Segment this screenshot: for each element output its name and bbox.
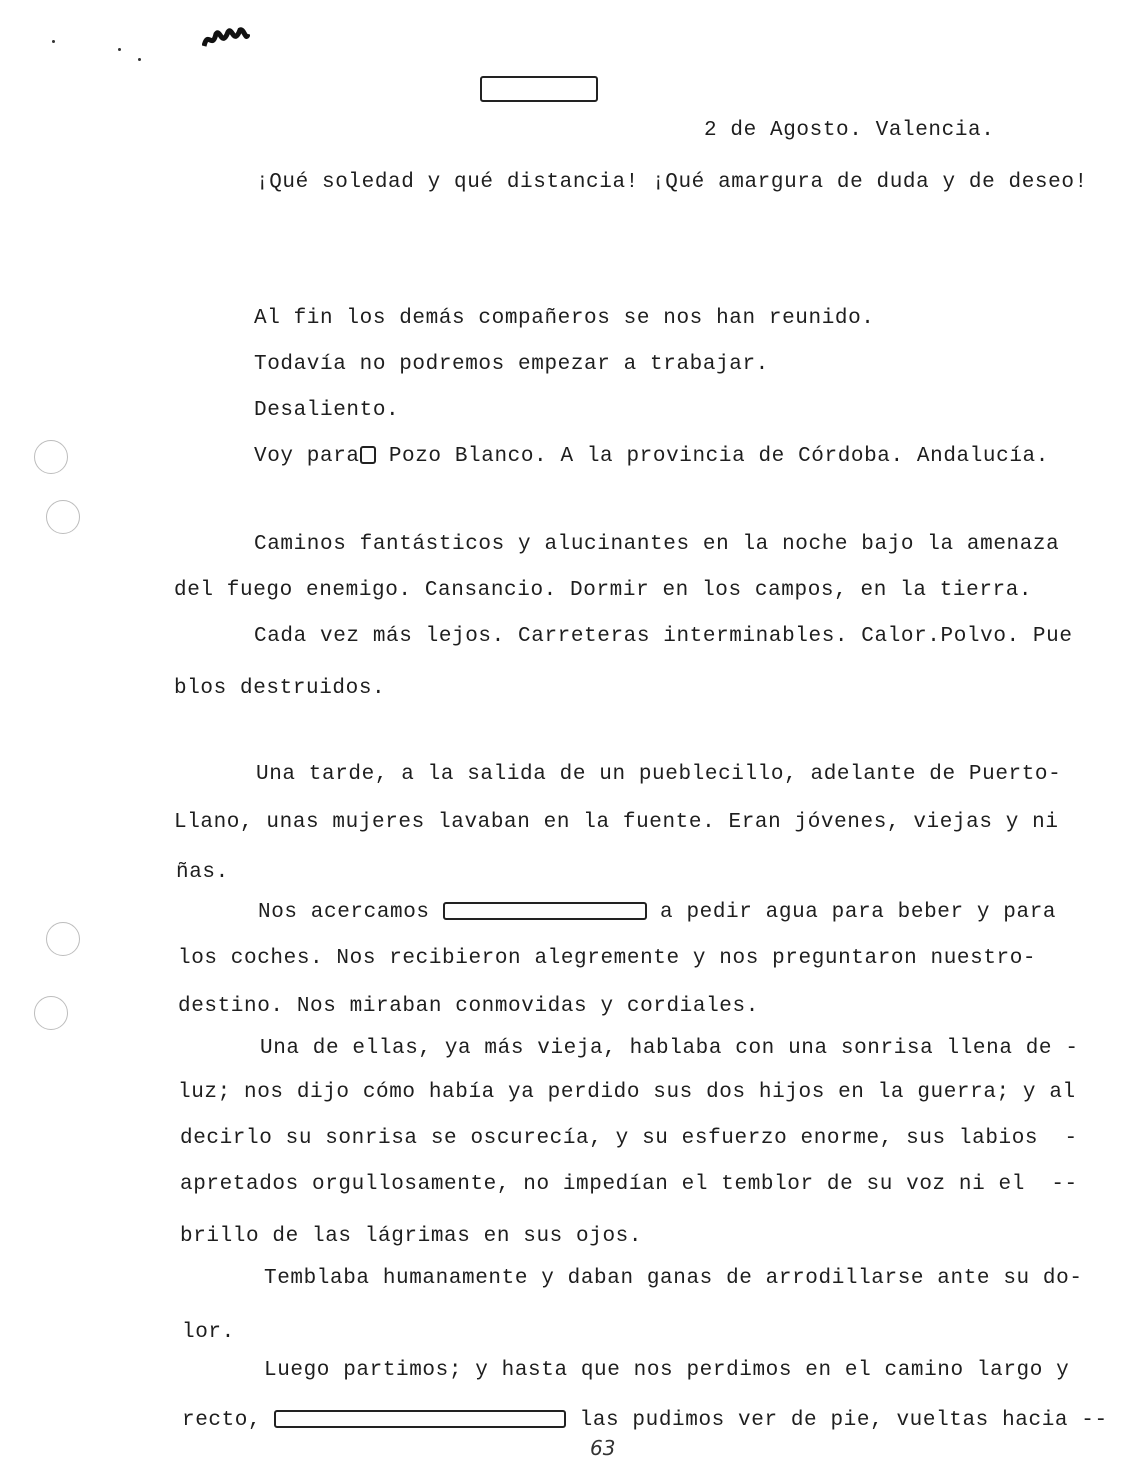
binder-hole-1 bbox=[34, 440, 68, 474]
text-line-24 bbox=[182, 1408, 1108, 1434]
text-fragment: Pozo Blanco. A la provincia de Córdoba. Andalucía. bbox=[375, 445, 1049, 468]
text-line-1: ¡Qué soledad y qué distancia! ¡Qué amargura de duda y de deseo! bbox=[256, 171, 1088, 194]
date-line: 2 de Agosto. Valencia. bbox=[704, 119, 995, 142]
text-line-12: ñas. bbox=[176, 861, 229, 884]
text-line-17: luz; nos dijo cómo había ya perdido sus dos hijos en la guerra; y al bbox=[178, 1081, 1076, 1104]
binder-hole-2 bbox=[46, 500, 80, 534]
text-line-13 bbox=[258, 900, 1056, 926]
text-line-16: Una de ellas, ya más vieja, hablaba con una sonrisa llena de - bbox=[260, 1037, 1079, 1060]
text-fragment: Voy para bbox=[254, 445, 360, 468]
text-line-3: Todavía no podremos empezar a trabajar. bbox=[254, 353, 769, 376]
handwritten-scribble bbox=[202, 24, 250, 52]
text-line-6: Caminos fantásticos y alucinantes en la noche bajo la amenaza bbox=[254, 533, 1060, 556]
text-line-20: brillo de las lágrimas en sus ojos. bbox=[180, 1225, 643, 1248]
text-fragment: recto, bbox=[182, 1409, 262, 1432]
redaction-box-top bbox=[480, 76, 598, 102]
text-line-7: del fuego enemigo. Cansancio. Dormir en los campos, en la tierra. bbox=[174, 579, 1033, 602]
text-line-9: blos destruidos. bbox=[174, 677, 386, 700]
text-line-10: Una tarde, a la salida de un pueblecillo, adelante de Puerto- bbox=[256, 763, 1062, 786]
text-line-5 bbox=[254, 444, 1049, 470]
text-fragment: a pedir agua para beber y para bbox=[660, 901, 1057, 924]
text-fragment: Nos acercamos bbox=[258, 901, 430, 924]
text-line-4: Desaliento. bbox=[254, 399, 400, 422]
text-line-14: los coches. Nos recibieron alegremente y nos preguntaron nuestro- bbox=[178, 947, 1037, 970]
text-line-15: destino. Nos miraban conmovidas y cordiales. bbox=[178, 995, 759, 1018]
text-line-2: Al fin los demás compañeros se nos han reunido. bbox=[254, 307, 875, 330]
binder-hole-4 bbox=[34, 996, 68, 1030]
binder-hole-3 bbox=[46, 922, 80, 956]
text-line-19: apretados orgullosamente, no impedían el temblor de su voz ni el -- bbox=[180, 1173, 1078, 1196]
text-line-22: lor. bbox=[182, 1321, 235, 1344]
text-line-21: Temblaba humanamente y daban ganas de arrodillarse ante su do- bbox=[264, 1267, 1083, 1290]
redaction-box bbox=[443, 902, 647, 920]
stray-mark bbox=[118, 48, 121, 51]
text-line-8: Cada vez más lejos. Carreteras interminables. Calor.Polvo. Pue bbox=[254, 625, 1073, 648]
stray-mark bbox=[138, 58, 141, 61]
stray-mark bbox=[52, 40, 55, 43]
text-line-23: Luego partimos; y hasta que nos perdimos en el camino largo y bbox=[264, 1359, 1070, 1382]
page-number: 63 bbox=[590, 1436, 616, 1460]
text-line-18: decirlo su sonrisa se oscurecía, y su esfuerzo enorme, sus labios - bbox=[180, 1127, 1078, 1150]
redaction-box bbox=[360, 446, 376, 464]
redaction-box bbox=[274, 1410, 566, 1428]
text-line-11: Llano, unas mujeres lavaban en la fuente. Eran jóvenes, viejas y ni bbox=[174, 811, 1059, 834]
text-fragment: las pudimos ver de pie, vueltas hacia -- bbox=[579, 1409, 1108, 1432]
